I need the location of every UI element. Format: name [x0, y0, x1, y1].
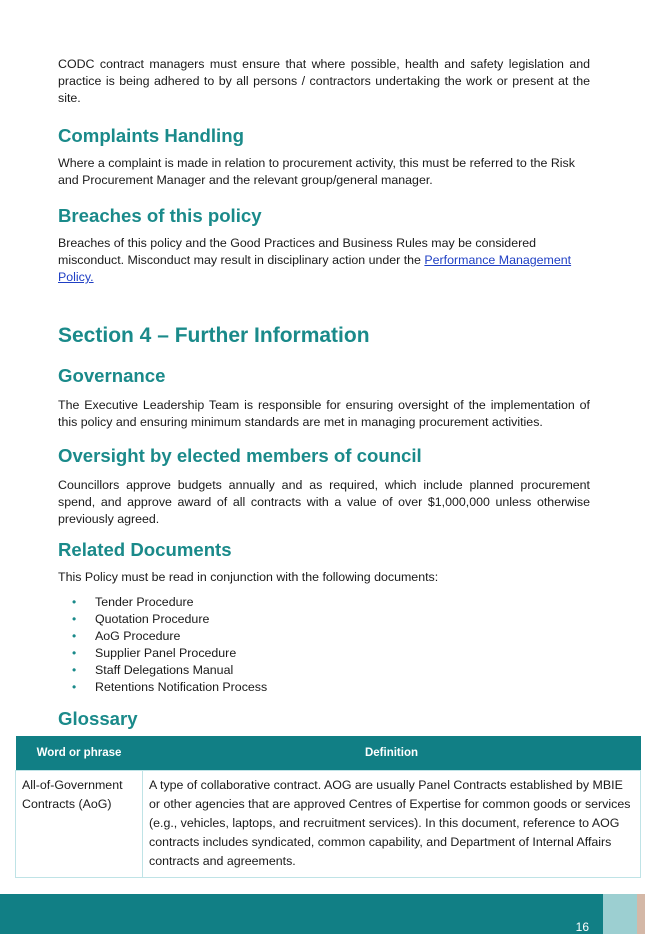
performance-management-policy-link[interactable]: Performance Management Policy.: [58, 253, 572, 284]
bullet-icon: •: [72, 612, 77, 626]
glossary-table: [15, 736, 641, 878]
related-documents-list: [58, 594, 590, 696]
table-header-row: [16, 736, 641, 771]
list-item: [58, 645, 590, 662]
list-item: [58, 594, 590, 611]
breaches-heading: Breaches of this policy: [58, 205, 262, 226]
glossary-heading: Glossary: [58, 708, 138, 729]
list-item: [58, 611, 590, 628]
page-number: 16: [575, 920, 589, 934]
glossary-definition: A type of collaborative contract. AOG are usually Panel Contracts established by MBIE or other agencies that are approved Centres of Expertise for common goods or services (e.g., vehicles, laptops, and recruitment services). In this document, reference to AOG contracts includes syndicated, common capability, and Department of Internal Affairs contracts and agreements.: [143, 771, 641, 878]
breaches-text: Breaches of this policy and the Good Practices and Business Rules may be considered misconduct. Misconduct may result in disciplinary action under the: [58, 236, 536, 267]
footer-edge-block: [637, 894, 645, 934]
oversight-heading: Oversight by elected members of council: [58, 445, 422, 466]
governance-text: The Executive Leadership Team is responsible for ensuring oversight of the implementation of this policy and ensuring minimum standards are met in managing procurement activities.: [58, 398, 590, 429]
related-documents-heading: Related Documents: [58, 539, 232, 560]
related-documents-intro: This Policy must be read in conjunction with the following documents:: [58, 570, 439, 584]
footer-accent-block: [603, 894, 637, 934]
list-item-label: Tender Procedure: [95, 595, 194, 609]
list-item-label: Staff Delegations Manual: [95, 663, 234, 677]
bullet-icon: •: [72, 680, 77, 694]
section4-heading: Section 4 – Further Information: [58, 324, 370, 347]
governance-heading: Governance: [58, 365, 166, 386]
intro-paragraph: CODC contract managers must ensure that where possible, health and safety legislation and practice is being adhered to by all persons / contractors undertaking the work or present at the site.: [58, 57, 590, 105]
breaches-paragraph: [58, 235, 590, 286]
list-item: [58, 679, 590, 696]
list-item: [58, 662, 590, 679]
bullet-icon: •: [72, 663, 77, 677]
column-header-term: Word or phrase: [16, 736, 143, 771]
glossary-term: All-of-Government Contracts (AoG): [16, 771, 143, 878]
column-header-definition: Definition: [143, 736, 641, 771]
complaints-text: Where a complaint is made in relation to procurement activity, this must be referred to the Risk and Procurement Manager and the relevant group/general manager.: [58, 156, 575, 187]
oversight-text: Councillors approve budgets annually and as required, which include planned procurement spend, and approve award of all contracts with a value of over $1,000,000 unless otherwise previously agreed.: [58, 478, 590, 526]
list-item-label: Retentions Notification Process: [95, 680, 268, 694]
page-content: [58, 56, 590, 730]
list-item: [58, 628, 590, 645]
bullet-icon: •: [72, 646, 77, 660]
list-item-label: Quotation Procedure: [95, 612, 210, 626]
bullet-icon: •: [72, 629, 77, 643]
bullet-icon: •: [72, 595, 77, 609]
list-item-label: AoG Procedure: [95, 629, 181, 643]
footer-bar: [0, 894, 645, 934]
complaints-heading: Complaints Handling: [58, 125, 244, 146]
table-row: [16, 771, 641, 878]
list-item-label: Supplier Panel Procedure: [95, 646, 237, 660]
